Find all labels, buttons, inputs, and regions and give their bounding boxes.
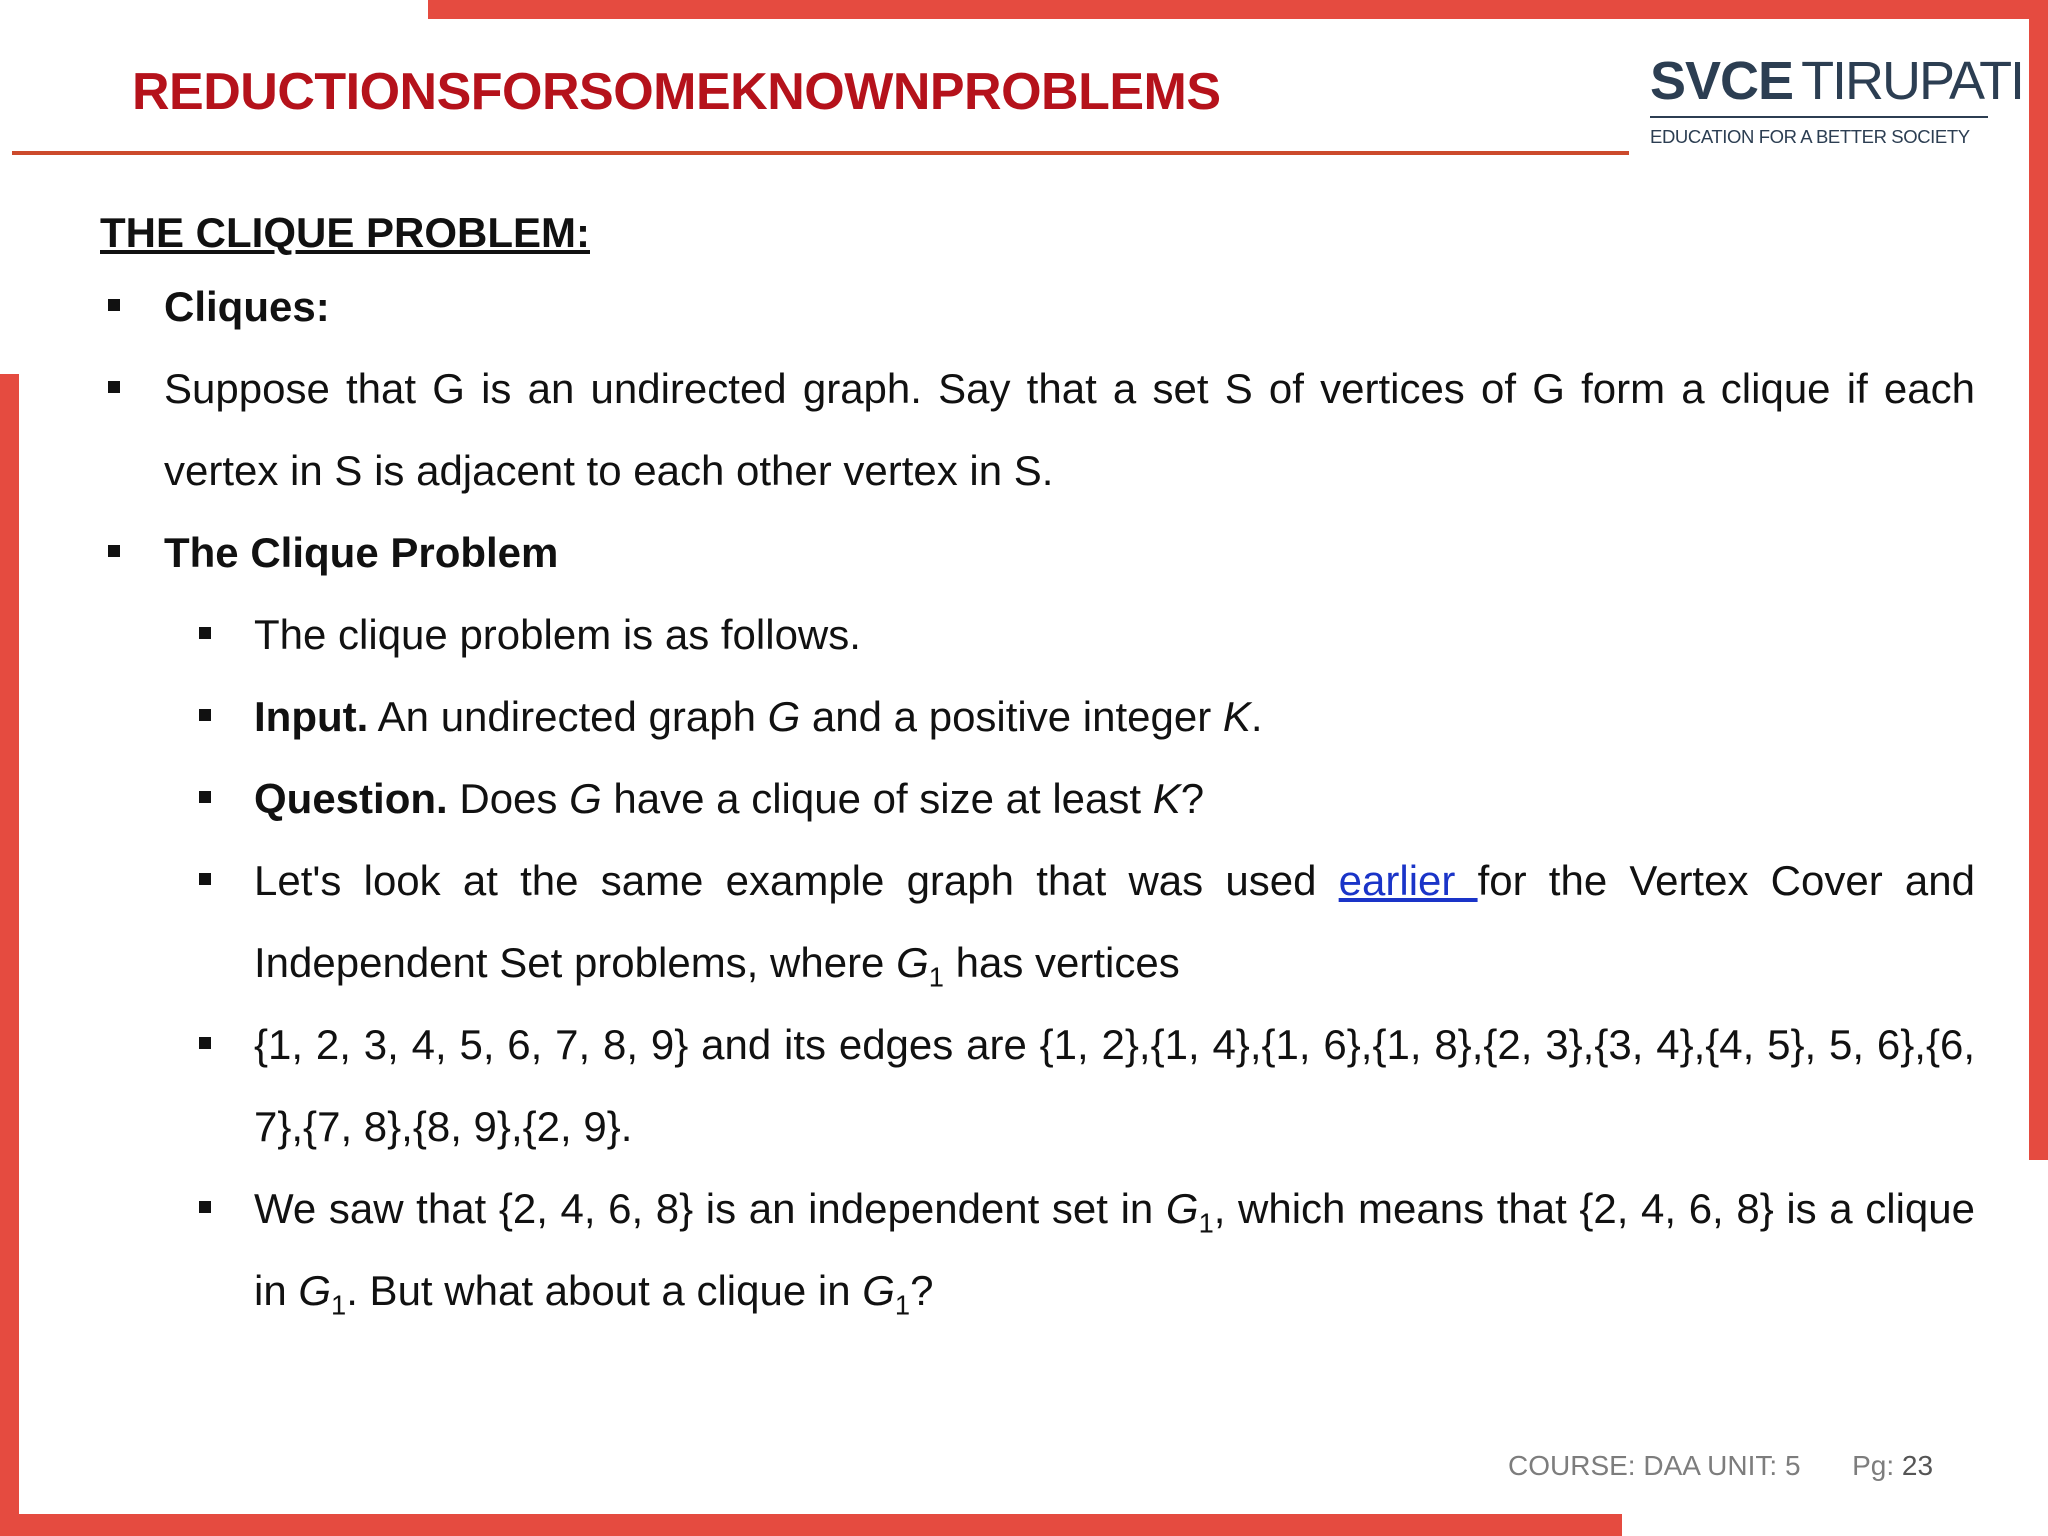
list-item-input (100, 676, 1975, 758)
top-accent-bar (428, 0, 2048, 19)
title-underline-rule (12, 151, 1629, 155)
logo-divider (1650, 116, 1988, 118)
graph-variable: G (1165, 1185, 1199, 1232)
list-item-example (100, 840, 1975, 1004)
example-text-end: has vertices (943, 939, 1180, 986)
square-bullet-icon (108, 381, 120, 393)
graph-subscript: 1 (331, 1289, 347, 1321)
left-accent-bar (0, 374, 19, 1536)
square-bullet-icon (199, 1201, 211, 1213)
graph-variable: G (298, 1267, 332, 1314)
square-bullet-icon (199, 791, 211, 803)
graph-variable: G (896, 939, 929, 986)
logo-brand-light: TIRUPATI (1801, 51, 2024, 111)
earlier-link[interactable]: earlier (1338, 857, 1478, 904)
square-bullet-icon (199, 873, 211, 885)
page-number: 23 (1901, 1450, 1934, 1481)
course-info: COURSE: DAA UNIT: 5 (1508, 1450, 1801, 1481)
list-item-cliques (100, 266, 1975, 348)
svce-logo (1650, 50, 2024, 160)
intro-text: The clique problem is as follows. (254, 611, 861, 658)
graph-subscript: 1 (928, 961, 944, 993)
edges-text: {1, 2, 3, 4, 5, 6, 7, 8, 9} and its edges are {1, 2},{1, 4},{1, 6},{1, 8},{2, 3},{3, 4},{4, 5}, 5, 6},{6, 7},{7, 8},{8, 9},{2, 9}. (254, 1021, 1975, 1150)
list-item-independent-set (100, 1168, 1975, 1332)
example-text: Let's look at the same example graph that was used (254, 857, 1339, 904)
list-item-question (100, 758, 1975, 840)
section-heading: THE CLIQUE PROBLEM: (100, 209, 590, 256)
logo-brand-bold: SVCE (1650, 51, 1794, 111)
independent-set-text-2: , which means that {2, 4, 6, 8} is a clique in (254, 1185, 1976, 1314)
right-accent-bar (2029, 0, 2048, 1160)
bullet-list (100, 266, 1975, 1332)
slide-title: REDUCTIONSFORSOMEKNOWNPROBLEMS (132, 63, 1221, 121)
square-bullet-icon (199, 627, 211, 639)
graph-subscript: 1 (1198, 1207, 1214, 1239)
slide-footer (1508, 1450, 1933, 1482)
list-item-intro (100, 594, 1975, 676)
question-label: Question. (254, 775, 448, 822)
list-item-problem (100, 512, 1975, 594)
definition-text: Suppose that G is an undirected graph. Say that a set S of vertices of G form a clique if each vertex in S is adjacent to each other vertex in S. (164, 365, 1975, 494)
list-item-definition (100, 348, 1975, 512)
graph-variable: G (862, 1267, 895, 1314)
slide-body (100, 200, 1975, 1332)
graph-subscript: 1 (894, 1289, 911, 1321)
square-bullet-icon (199, 709, 211, 721)
logo-wordmark (1650, 50, 2024, 112)
square-bullet-icon (108, 545, 120, 557)
input-text: An undirected graph G and a positive integer K. (377, 693, 1263, 740)
input-label: Input. (254, 693, 369, 740)
list-item-edges (100, 1004, 1975, 1168)
page-label: Pg: (1852, 1450, 1895, 1481)
problem-heading: The Clique Problem (164, 529, 559, 576)
independent-set-text-4: ? (910, 1267, 934, 1314)
independent-set-text: We saw that {2, 4, 6, 8} is an independent set in (254, 1185, 1166, 1232)
independent-set-text-3: . But what about a clique in (346, 1267, 863, 1314)
logo-tagline: EDUCATION FOR A BETTER SOCIETY (1650, 126, 1970, 147)
square-bullet-icon (199, 1037, 211, 1049)
cliques-heading: Cliques: (164, 283, 330, 330)
bottom-accent-bar (0, 1514, 1622, 1536)
square-bullet-icon (108, 299, 120, 311)
example-text-continued: for the Vertex Cover and Independent Set problems, where (254, 857, 1975, 986)
question-text: Does G have a clique of size at least K? (459, 775, 1205, 822)
